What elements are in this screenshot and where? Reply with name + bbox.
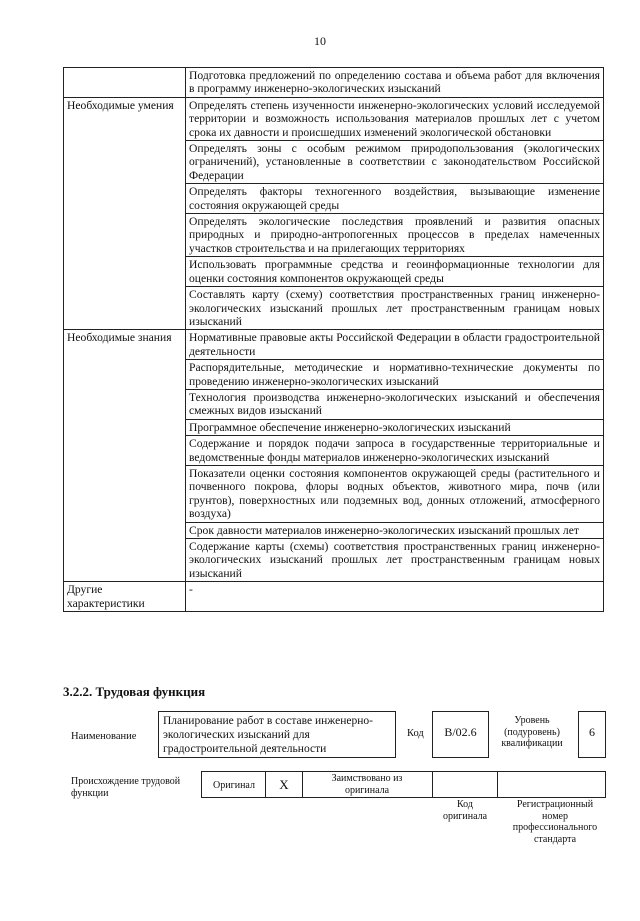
skill-item: Определять зоны с особым режимом природопользования (экологических ограничений), установленные в соответствии с законодательством Российской Федерации (186, 141, 604, 184)
knowledge-item: Нормативные правовые акты Российской Федерации в области градостроительной деятельности (186, 330, 604, 360)
section-heading: 3.2.2. Трудовая функция (63, 684, 206, 699)
page-number: 10 (314, 34, 326, 48)
code-label: Код (407, 728, 424, 739)
table-row (64, 97, 604, 140)
table-row (64, 68, 604, 98)
divider (302, 771, 303, 797)
knowledge-label: Необходимые знания (64, 330, 186, 582)
table-cell: Подготовка предложений по определению состава и объема работ для включения в программу инженерно-экологических изысканий (186, 68, 604, 98)
function-name: Планирование работ в составе инженерно-экологических изысканий для градостроительной деятельности (163, 715, 373, 755)
table-row (64, 330, 604, 360)
origin-label: Происхождение трудовой функции (71, 776, 181, 799)
divider (432, 771, 433, 797)
code-box (432, 711, 489, 758)
skill-item: Использовать программные средства и геоинформационные технологии для оценки состояния компонентов окружающей среды (186, 257, 604, 287)
name-label: Наименование (71, 731, 137, 742)
skill-item: Определять факторы техногенного воздействия, вызывающие изменение состояния окружающей среды (186, 184, 604, 214)
knowledge-item: Содержание карты (схемы) соответствия пространственных границ инженерно-экологических изысканий прошлых лет пространственным границам новых изысканий (186, 539, 604, 582)
borrowed-label: Заимствовано из оригинала (331, 773, 403, 796)
original-mark: X (279, 777, 289, 792)
level-value: 6 (589, 725, 595, 739)
other-label: Другие характеристики (64, 582, 186, 612)
other-value: - (186, 582, 604, 612)
competency-table (63, 67, 604, 612)
knowledge-item: Показатели оценки состояния компонентов окружающей среды (растительного и почвенного покрова, флоры водных объектов, животного мира, почв (или грунтов), поверхностных или подземных вод, донных отложений, атмосферного воздуха) (186, 465, 604, 522)
name-box (158, 711, 396, 758)
empty-label-cell (64, 68, 186, 98)
knowledge-item: Программное обеспечение инженерно-экологических изысканий (186, 419, 604, 435)
skill-item: Определять степень изученности инженерно-экологических условий исследуемой территории и возможность использования материалов прошлых лет с учетом срока их давности и происшедших изменений экологической обстановки (186, 97, 604, 140)
knowledge-item: Срок давности материалов инженерно-экологических изысканий прошлых лет (186, 522, 604, 538)
skill-item: Определять экологические последствия проявлений и развития опасных природных и природно-антропогенных процессов в пределах намеченных участков строительства и на прилегающих территориях (186, 214, 604, 257)
knowledge-item: Распорядительные, методические и нормативно-технические документы по проведению инженерно-экологических изысканий (186, 360, 604, 390)
code-value: B/02.6 (444, 725, 477, 739)
level-box (578, 711, 606, 758)
knowledge-item: Технология производства инженерно-экологических изысканий и обеспечения смежных видов изысканий (186, 389, 604, 419)
divider (497, 771, 498, 797)
skill-item: Составлять карту (схему) соответствия пространственных границ инженерно-экологических изысканий прошлых лет пространственным границам новых изысканий (186, 287, 604, 330)
reg-caption: Регистрационный номер профессионального стандарта (512, 799, 598, 845)
code-caption: Код оригинала (442, 799, 488, 822)
level-label: Уровень (подуровень) квалификации (501, 715, 563, 749)
skills-label: Необходимые умения (64, 97, 186, 330)
original-label: Оригинал (213, 780, 255, 791)
knowledge-item: Содержание и порядок подачи запроса в государственные территориальные и ведомственные фонды материалов инженерно-экологических изысканий (186, 436, 604, 466)
table-row (64, 582, 604, 612)
